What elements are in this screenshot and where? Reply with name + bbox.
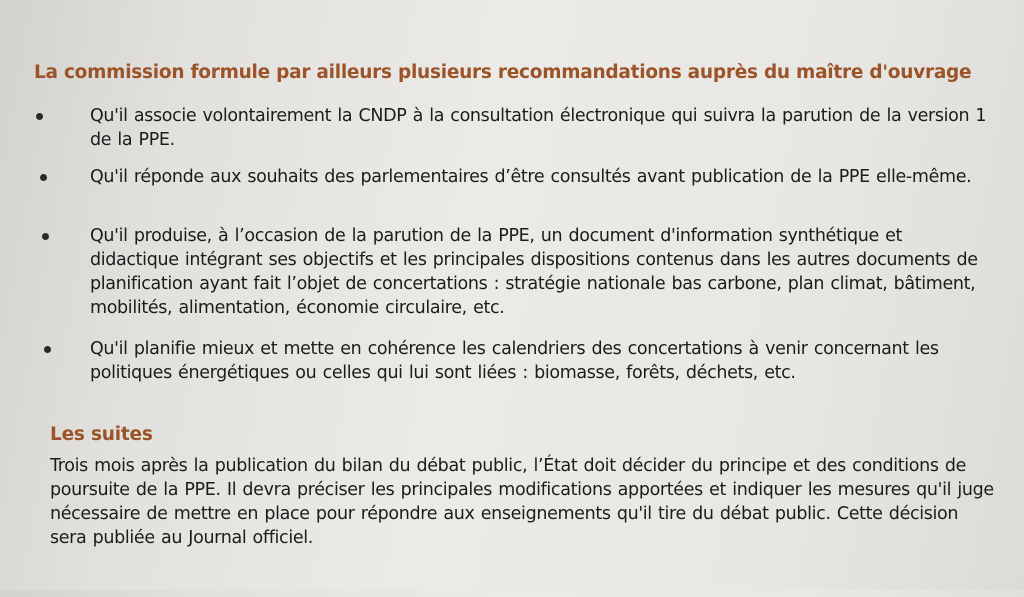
recommendation-text: Qu'il réponde aux souhaits des parlementaires d’être consultés avant publication de la PPE elle-même. — [90, 167, 972, 187]
recommendation-item — [90, 165, 990, 189]
bullet-icon — [40, 174, 47, 181]
recommendation-item — [90, 224, 990, 320]
recommendation-item — [90, 104, 990, 152]
bullet-icon — [44, 346, 51, 353]
bullet-icon — [42, 233, 49, 240]
section-title-les-suites: Les suites — [50, 424, 153, 445]
recommendation-item — [90, 337, 990, 385]
conclusion-paragraph: Trois mois après la publication du bilan du débat public, l’État doit décider du principe et des conditions de poursuite de la PPE. Il devra préciser les principales modifications apportées et indiquer les mesures qu'il juge nécessaire de mettre en place pour répondre aux enseignements qu'il tire du débat public. Cette décision sera publiée au Journal officiel. — [50, 456, 994, 548]
recommendations-heading: La commission formule par ailleurs plusieurs recommandations auprès du maître d'ouvrage — [34, 62, 972, 83]
bullet-icon — [36, 113, 43, 120]
recommendation-text: Qu'il produise, à l’occasion de la parution de la PPE, un document d'information synthétique et didactique intégrant ses objectifs et les principales dispositions contenus dans les autres documents de planification ayant fait l’objet de concertations : stratégie nationale bas carbone, plan climat, bâtiment, mobilités, alimentation, économie circulaire, etc. — [90, 226, 978, 318]
recommendation-text: Qu'il associe volontairement la CNDP à la consultation électronique qui suivra la parution de la version 1 de la PPE. — [90, 106, 987, 150]
recommendation-text: Qu'il planifie mieux et mette en cohérence les calendriers des concertations à venir concernant les politiques énergétiques ou celles qui lui sont liées : biomasse, forêts, déchets, etc. — [90, 339, 939, 383]
